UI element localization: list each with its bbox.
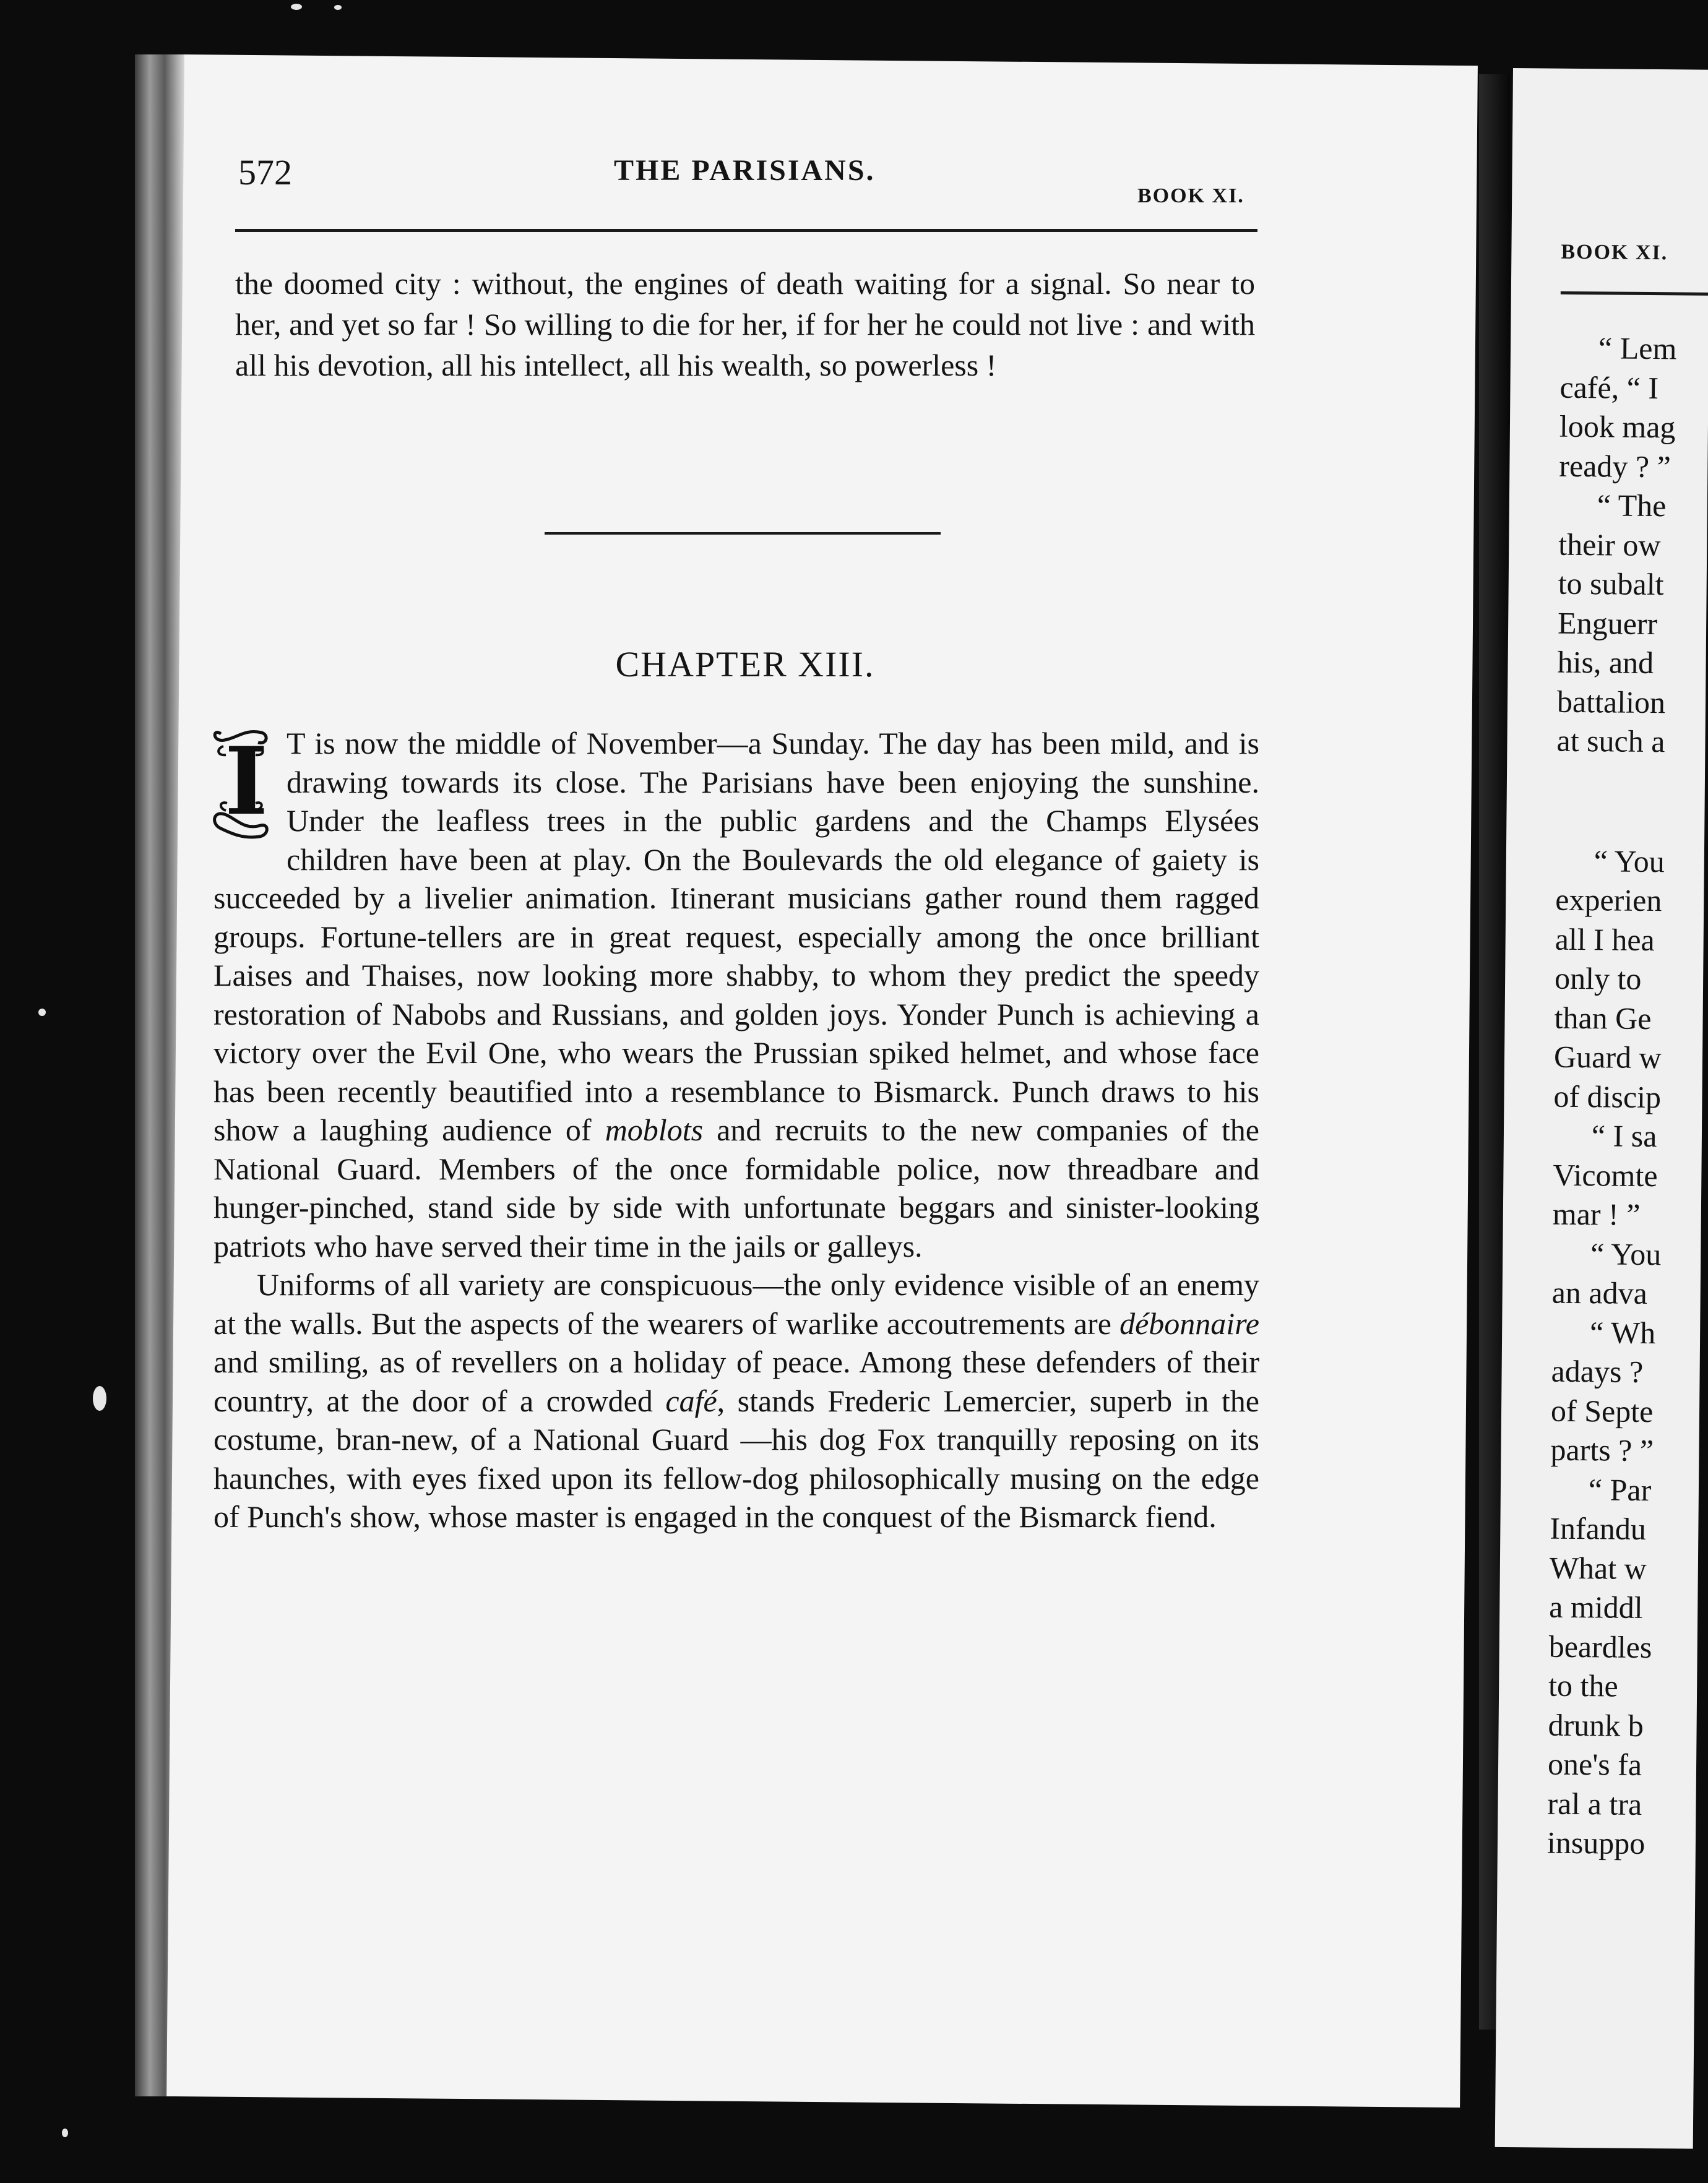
right-page-line: to the [1548,1668,1618,1703]
book-label: BOOK XI. [1137,184,1244,207]
right-page-line: their ow [1558,527,1661,562]
right-page-line: What w [1549,1550,1647,1586]
right-page-line: café, “ I [1559,369,1659,405]
paragraph-2 [214,1265,1259,1536]
right-header-rule [1561,291,1708,296]
text-run: Uniforms of all variety are conspicuous—the only evidence visible of an enemy at the walls. But the aspects of the wearers of warlike accoutrements are [214,1267,1259,1341]
right-page-line: only to [1554,960,1642,996]
text-run: , stands Frederic Lemercier, superb in the costume, bran-new, of a National Guard —his dog Fox tranquilly reposing on its haunches, with eyes fixed upon its fellow-dog philosophically musing on the edge of Punch's show, whose master is engaged in the conquest of the Bismarck fiend. [214,1383,1259,1534]
right-page-line: mar ! ” [1552,1196,1641,1232]
chapter-title: CHAPTER XIII. [615,644,875,684]
right-page-line: “ The [1597,488,1667,523]
continuation-paragraph: the doomed city : without, the engines of death waiting for a signal. So near to her, and yet so far ! So willing to die for her, if for her he could not live : and with all his devotion, all his intellect, all his wealth, so powerless ! [235,266,1255,382]
right-page-line: experien [1555,882,1662,918]
right-page-line: Guard w [1553,1039,1662,1075]
right-page-line: adays ? [1551,1353,1644,1389]
right-page-line: “ You [1594,843,1665,879]
running-title: THE PARISIANS. [614,154,876,187]
right-page-gap [1556,760,1673,842]
right-page-line: drunk b [1548,1707,1644,1743]
right-page-line: insuppo [1546,1825,1645,1861]
right-page-line: ral a tra [1547,1786,1642,1822]
chapter-body [214,724,1259,1536]
italic-word: débonnaire [1119,1306,1259,1341]
right-page-line: “ Wh [1589,1314,1656,1350]
header-rule [235,229,1257,232]
italic-word: moblots [605,1113,704,1147]
paragraph-1 [214,724,1259,1265]
right-page-line: battalion [1556,684,1666,720]
right-page-line: all I hea [1555,921,1655,957]
right-page-line: of discip [1553,1079,1662,1114]
right-page-line: his, and [1557,644,1654,681]
right-page-text [1547,329,1677,1864]
text-run: T is now the middle of November—a Sunday. The day has been mild, and is drawing towards its close. The Parisians have been enjoying the sunshine. Under the leafless trees in the public gardens and the Champs Elysées children have been at play. On the Boulevards the old elegance of gaiety is succeeded by a livelier animation. Itinerant musicians gather round them ragged groups. Fortune-tellers are in great request, especially among the once brilliant Laises and Thaises, now looking more shabby, to whom they predict the speedy restoration of Nabobs and Russians, and golden joys. Yonder Punch is achieving a victory over the Evil One, who wears the Prussian spiked helmet, and whose face has been recently beautified into a resemblance to Bismarck. Punch draws to his show a laughing audience of [214,726,1259,1147]
right-page-line: “ Lem [1598,330,1677,366]
ornamental-drop-cap [207,724,275,842]
text-run: and smiling, as of revellers on a holiday of peace. Among these defenders of their country, at the door of a crowded [214,1345,1259,1418]
right-page-line: Enguerr [1557,605,1658,641]
right-page-line: “ You [1590,1236,1662,1272]
right-page-line: a middl [1549,1589,1643,1625]
right-running-head: BOOK XI. [1561,240,1668,265]
right-page-line: look mag [1559,408,1676,445]
right-page-line: at such a [1556,723,1665,759]
right-page-line: Vicomte [1553,1157,1658,1193]
right-page-line: “ I sa [1591,1118,1657,1154]
right-page-line: one's fa [1547,1746,1642,1782]
right-page-line: than Ge [1554,1000,1652,1036]
page-number: 572 [238,152,292,192]
section-separator [545,532,941,535]
right-page-line: beardles [1548,1629,1652,1664]
right-page-line: ready ? ” [1559,448,1671,484]
right-page-line: an adva [1551,1275,1648,1311]
right-page-line: “ Par [1588,1471,1652,1507]
right-page-line: Infandu [1550,1510,1647,1546]
paragraph-1-text [214,726,1259,1264]
right-page [1495,68,1708,2149]
right-page-line: to subalt [1558,566,1664,602]
italic-word: café [665,1383,717,1418]
drop-cap-letter: I [225,727,269,836]
text-run: and recruits to the new companies of the National Guard. Members of the once formidable police, now threadbare and hunger-pinched, stand side by side with unfortunate beggars and sinister-looking patriots who have served their time in the jails or galleys. [214,1113,1260,1264]
right-page-line: parts ? ” [1550,1432,1654,1468]
right-page-line: of Septe [1550,1393,1654,1429]
